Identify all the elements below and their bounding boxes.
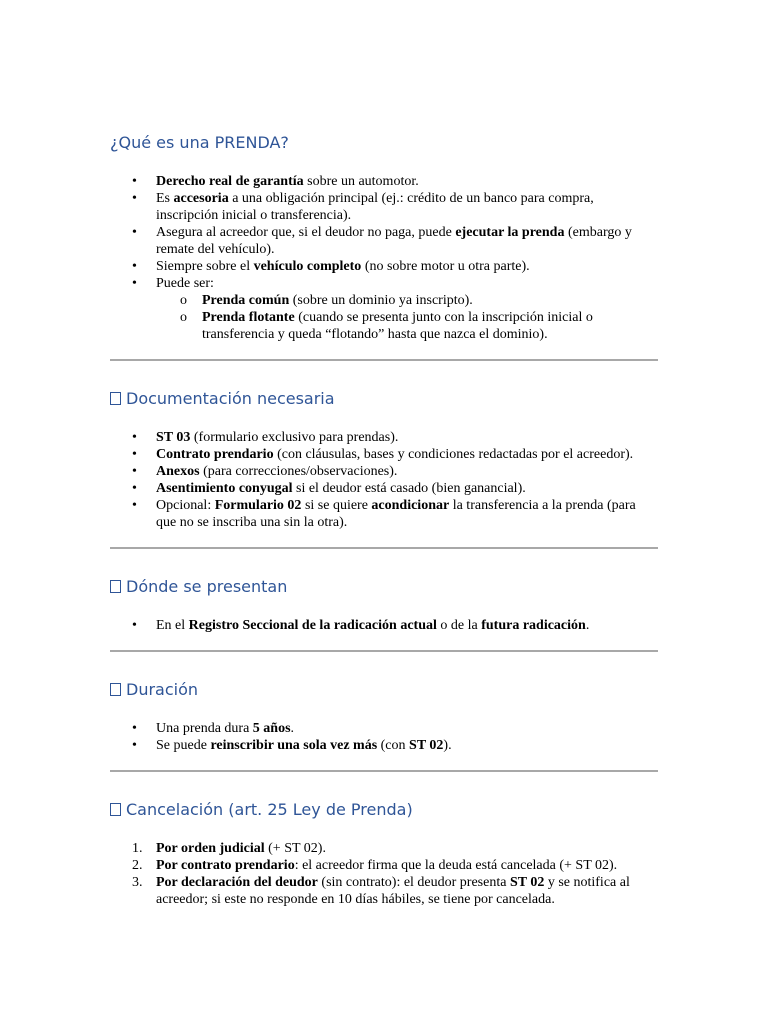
section-title-cancelacion: Cancelación (art. 25 Ley de Prenda) [110,797,658,823]
sub-list-item: o Prenda común (sobre un dominio ya inscripto). [180,293,473,308]
list-item: • En el Registro Seccional de la radicación actual o de la futura radicación. [110,617,658,634]
list-item: • Asentimiento conyugal si el deudor está casado (bien ganancial). [110,480,658,497]
missing-glyph-icon [110,392,121,405]
section-title-donde-se-presentan: Dónde se presentan [110,574,658,600]
section-title-duracion: Duración [110,677,658,703]
presentation-place-list [110,617,658,634]
list-item: • Derecho real de garantía sobre un automotor. [110,173,658,190]
section-title-que-es-prenda: ¿Qué es una PRENDA? [110,133,289,152]
list-item: • ST 03 (formulario exclusivo para prendas). [110,429,658,446]
sub-list-item: o Prenda flotante (cuando se presenta junto con la inscripción inicial o transferencia y queda “flotando” hasta que nazca el dominio). [180,310,593,342]
missing-glyph-icon [110,683,121,696]
list-item: • Es accesoria a una obligación principal (ej.: crédito de un banco para compra, inscripción inicial o transferencia). [110,190,658,224]
prenda-definition-list [110,173,658,292]
list-item: • Asegura al acreedor que, si el deudor no paga, puede ejecutar la prenda (embargo y remate del vehículo). [110,224,658,258]
list-item: 2. Por contrato prendario: el acreedor firma que la deuda está cancelada (+ ST 02). [132,858,618,873]
list-item: • Siempre sobre el vehículo completo (no sobre motor u otra parte). [110,258,658,275]
list-item: 3. Por declaración del deudor (sin contrato): el deudor presenta ST 02 y se notifica al acreedor; si este no responde en 10 días hábiles, se tiene por cancelada. [132,875,630,907]
list-item: • Puede ser: [110,275,658,292]
missing-glyph-icon [110,580,121,593]
prenda-types-sublist [110,292,658,343]
list-item: • Contrato prendario (con cláusulas, bases y condiciones redactadas por el acreedor). [110,446,658,463]
duration-list [110,720,658,754]
section-title-documentacion: Documentación necesaria [110,386,658,412]
list-item: • Opcional: Formulario 02 si se quiere acondicionar la transferencia a la prenda (para que no se inscriba una sin la otra). [110,497,658,531]
cancellation-list [110,840,658,908]
list-item: • Anexos (para correcciones/observaciones). [110,463,658,480]
list-item: • Una prenda dura 5 años. [110,720,658,737]
list-item: • Se puede reinscribir una sola vez más (con ST 02). [110,737,658,754]
document-content [110,130,658,908]
documentation-list [110,429,658,531]
list-item: 1. Por orden judicial (+ ST 02). [132,841,326,856]
missing-glyph-icon [110,803,121,816]
